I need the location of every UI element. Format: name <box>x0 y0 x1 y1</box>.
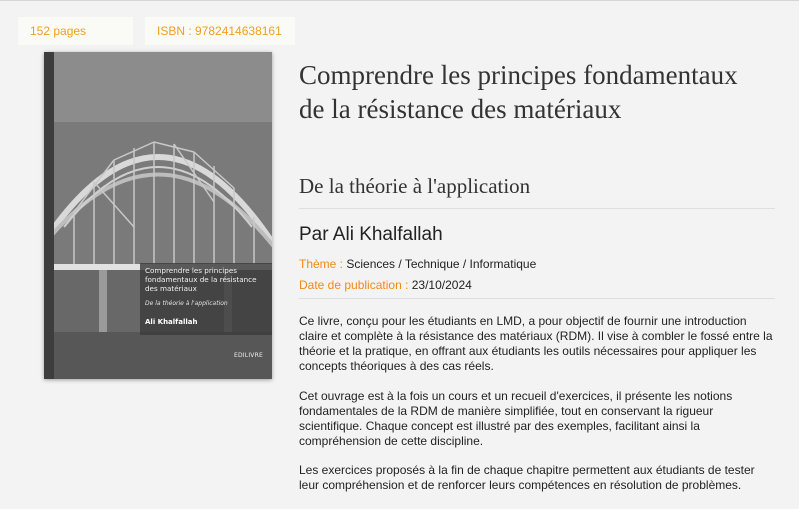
isbn-badge: ISBN : 9782414638161 <box>145 17 295 45</box>
cover-title: Comprendre les principes fondamentaux de la résistance des matériaux <box>145 266 257 293</box>
cover-subtitle: De la théorie à l'application <box>145 300 228 307</box>
book-subtitle: De la théorie à l'application <box>299 174 531 198</box>
publication-date-value: 23/10/2024 <box>411 278 472 292</box>
theme-value[interactable]: Sciences / Technique / Informatique <box>346 257 537 271</box>
divider <box>299 298 775 299</box>
theme-row <box>299 256 536 272</box>
cover-spine <box>44 52 54 379</box>
divider <box>299 208 775 209</box>
top-divider <box>0 0 799 1</box>
theme-label: Thème : <box>299 257 344 271</box>
page-count-badge: 152 pages <box>18 17 133 45</box>
publication-date-label: Date de publication : <box>299 278 409 292</box>
author-name[interactable]: Par Ali Khalfallah <box>299 224 443 245</box>
book-title: Comprendre les principes fondamentaux de la résistance des matériaux <box>299 60 738 124</box>
description-paragraph: Cet ouvrage est à la fois un cours et un recueil d'exercices, il présente les notions fondamentales de la RDM de manière simplifiée, tout en conservant la rigueur scientifique. Chaque concept est illustré par des exemples, facilitant ainsi la compréhension de cette discipline. <box>299 389 733 448</box>
publication-date-row <box>299 277 472 293</box>
description-paragraph: Les exercices proposés à la fin de chaque chapitre permettent aux étudiants de tester leur compréhension et de renforcer leurs compétences en résolution de problèmes. <box>299 463 755 492</box>
publisher-logo: EDILIVRE <box>234 352 263 359</box>
cover-author: Ali Khalfallah <box>145 318 198 326</box>
description-paragraph: Ce livre, conçu pour les étudiants en LMD, a pour objectif de fournir une introduction claire et complète à la résistance des matériaux (RDM). Il vise à combler le fossé entre la théorie et la pratique, en offrant aux étudiants les outils nécessaires pour appliquer les concepts théoriques à des cas réels. <box>299 314 773 373</box>
book-cover[interactable] <box>44 52 272 379</box>
